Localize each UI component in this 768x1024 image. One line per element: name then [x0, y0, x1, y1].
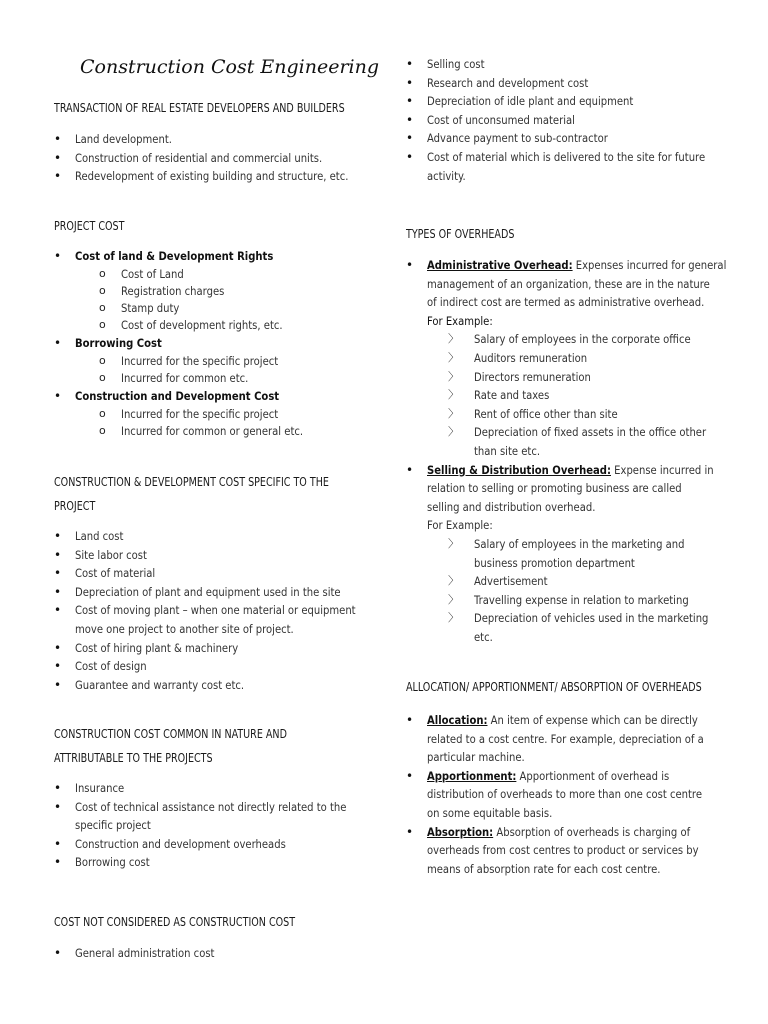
bullet-list: [54, 130, 374, 186]
sub-item: o Incurred for the specific project: [54, 353, 374, 370]
list-item: • Depreciation of plant and equipment used in the site: [54, 583, 374, 602]
sub-item: 〉 Directors remuneration: [406, 368, 728, 387]
bullet-list: [54, 247, 374, 440]
section-common-cost: [54, 722, 374, 872]
list-item-absorption: • Absorption: Absorption of overheads is charging of overheads from cost centres to product or services by means of absorption rate for each cost centre.: [406, 823, 728, 879]
list-item: • Construction of residential and commercial units.: [54, 149, 374, 168]
sub-item: 〉 Advertisement: [406, 572, 728, 591]
list-item: • Land development.: [54, 130, 374, 149]
sub-item: o Incurred for the specific project: [54, 406, 374, 423]
list-item: • Cost of moving plant – when one material or equipment move one project to another site of project.: [54, 601, 374, 638]
sub-list: [75, 406, 374, 440]
section-heading: TYPES OF OVERHEADS: [406, 226, 515, 241]
sub-item: 〉 Depreciation of vehicles used in the marketing etc.: [406, 609, 728, 646]
term-label: Administrative Overhead:: [427, 258, 573, 272]
list-item: • Cost of material: [54, 564, 374, 583]
sub-item: o Cost of Land: [54, 266, 374, 283]
sub-list: [75, 266, 374, 335]
list-item: • Cost of hiring plant & machinery: [54, 639, 374, 658]
section-specific-cost: [54, 470, 374, 694]
list-item: • Cost of unconsumed material: [406, 111, 728, 130]
list-item: • Depreciation of idle plant and equipment: [406, 92, 728, 111]
list-item: • Advance payment to sub-contractor: [406, 129, 728, 148]
section-heading: TRANSACTION OF REAL ESTATE DEVELOPERS AND BUILDERS: [54, 100, 345, 115]
list-item: • Cost of technical assistance not directly related to the specific project: [54, 798, 374, 835]
sub-item: 〉 Salary of employees in the marketing and business promotion department: [406, 535, 728, 572]
section-heading: PROJECT COST: [54, 218, 125, 233]
list-item-selling: • Selling & Distribution Overhead: Expense incurred in relation to selling or promoting business are called selling and distribution overhead. For Example: 〉 Salary of employees in the marketing and business promotion department 〉 Advertisement 〉 Travelling expense in relation to marketing 〉 Depreciation of vehicles used in the marketing etc.: [406, 461, 728, 647]
list-item-apportionment: • Apportionment: Apportionment of overhead is distribution of overheads to more than one cost centre on some equitable basis.: [406, 767, 728, 823]
sub-item: o Incurred for common etc.: [54, 370, 374, 387]
list-item: • Borrowing cost: [54, 853, 374, 872]
term-label: Apportionment:: [427, 768, 517, 783]
sub-item: 〉 Travelling expense in relation to marketing: [406, 591, 728, 610]
bullet-list: [54, 779, 374, 872]
sub-list: [75, 353, 374, 387]
section-heading: ALLOCATION/ APPORTIONMENT/ ABSORPTION OF OVERHEADS: [406, 679, 702, 694]
list-item: • General administration cost: [54, 944, 374, 963]
section-heading-line2: ATTRIBUTABLE TO THE PROJECTS: [54, 750, 213, 765]
section-types-of-overheads: [406, 222, 728, 646]
section-not-construction-continued: [406, 55, 728, 185]
list-item: • Cost of design: [54, 657, 374, 676]
sub-item: o Cost of development rights, etc.: [54, 317, 374, 334]
section-real-estate: [54, 96, 374, 186]
sub-item: o Incurred for common or general etc.: [54, 423, 374, 440]
bullet-list: [54, 527, 374, 694]
section-heading: COST NOT CONSIDERED AS CONSTRUCTION COST: [54, 914, 296, 929]
list-item: • Construction and Development Cost o Incurred for the specific project o Incurred for common or general etc.: [54, 387, 374, 440]
sub-item: 〉 Salary of employees in the corporate office: [406, 330, 728, 349]
list-item-allocation: • Allocation: An item of expense which can be directly related to a cost centre. For example, depreciation of a particular machine.: [406, 711, 728, 767]
page-title: Construction Cost Engineering: [80, 56, 380, 78]
list-item: • Borrowing Cost o Incurred for the specific project o Incurred for common etc.: [54, 334, 374, 387]
section-heading: CONSTRUCTION & DEVELOPMENT COST SPECIFIC TO THE: [54, 474, 329, 489]
list-item: • Construction and development overheads: [54, 835, 374, 854]
section-allocation: [406, 675, 728, 878]
bullet-list: [54, 944, 374, 963]
section-heading-line2: PROJECT: [54, 498, 96, 513]
sub-item: o Registration charges: [54, 283, 374, 300]
list-item-administrative: • Administrative Overhead: Expenses incurred for general management of an organization, these are in the nature of indirect cost are termed as administrative overhead. For Example: 〉 Salary of employees in the corporate office 〉 Auditors remuneration 〉 Directors remuneration 〉 Rate and taxes 〉 Rent of office other than site 〉 Depreciation of fixed assets in the office other than site etc.: [406, 256, 728, 461]
list-item: • Selling cost: [406, 55, 728, 74]
term-label: Allocation:: [427, 713, 488, 727]
list-item: • Site labor cost: [54, 546, 374, 565]
sub-item: 〉 Rate and taxes: [406, 386, 728, 405]
bullet-list: [406, 711, 728, 878]
section-not-construction: [54, 910, 374, 963]
list-item: • Guarantee and warranty cost etc.: [54, 676, 374, 695]
example-list: [427, 535, 728, 647]
list-item: • Redevelopment of existing building and structure, etc.: [54, 167, 374, 186]
section-project-cost: [54, 214, 374, 440]
list-item: • Research and development cost: [406, 74, 728, 93]
sub-item: 〉 Rent of office other than site: [406, 405, 728, 424]
list-item: • Cost of material which is delivered to the site for future activity.: [406, 148, 728, 185]
list-item: • Insurance: [54, 779, 374, 798]
list-item: • Land cost: [54, 527, 374, 546]
term-label: Selling & Distribution Overhead:: [427, 462, 611, 477]
bullet-list: [406, 55, 728, 185]
sub-item: o Stamp duty: [54, 300, 374, 317]
section-heading: CONSTRUCTION COST COMMON IN NATURE AND: [54, 726, 287, 741]
list-item: • Cost of land & Development Rights o Cost of Land o Registration charges o Stamp duty o Cost of development rights, etc.: [54, 247, 374, 334]
sub-item: 〉 Auditors remuneration: [406, 349, 728, 368]
sub-item: 〉 Depreciation of fixed assets in the office other than site etc.: [406, 423, 728, 460]
bullet-list: [406, 256, 728, 646]
term-label: Absorption:: [427, 824, 494, 839]
example-list: [427, 330, 728, 460]
